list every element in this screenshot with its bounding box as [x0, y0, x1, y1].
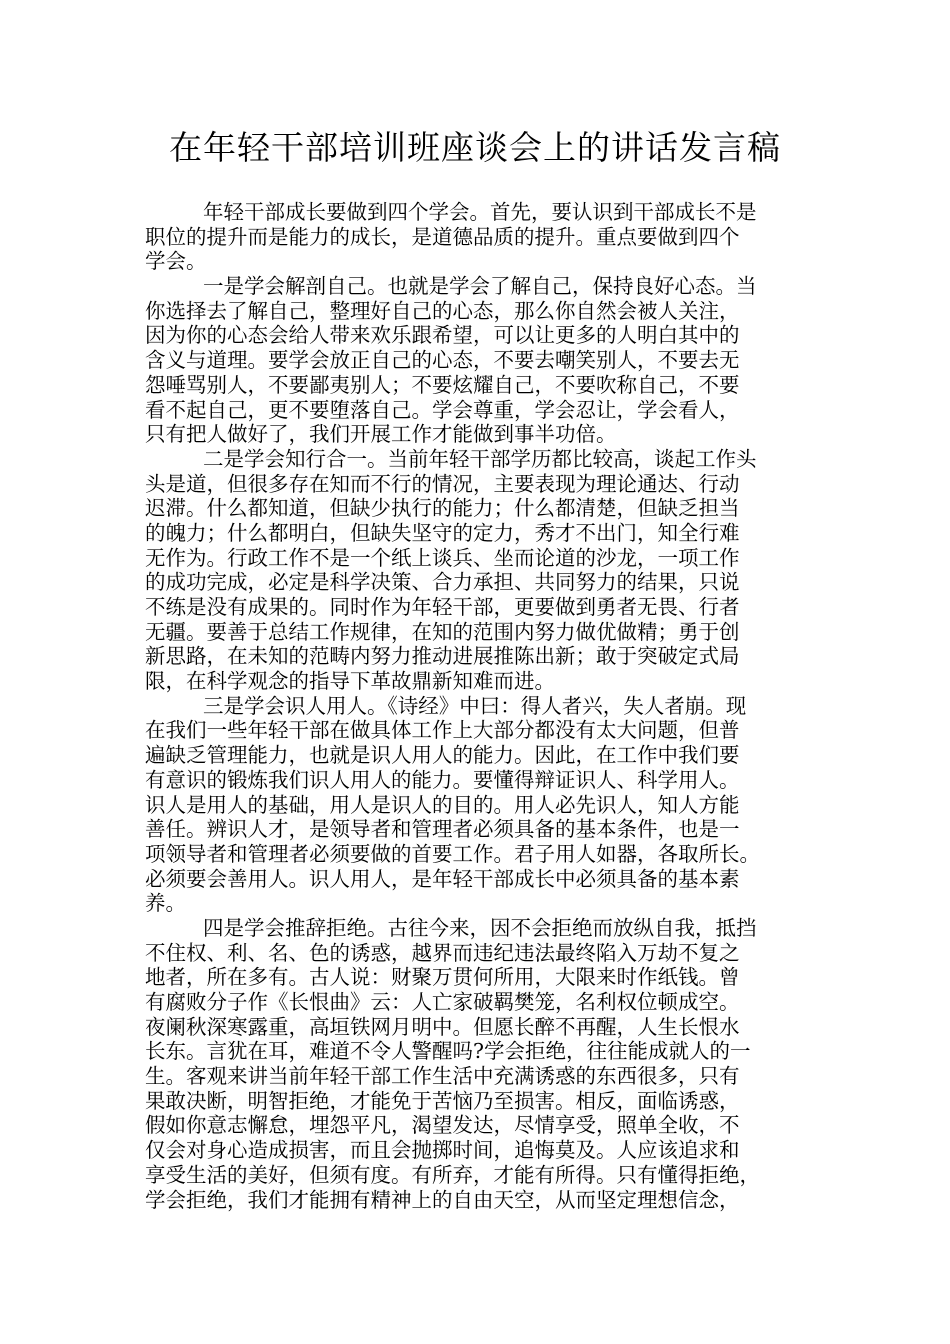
paragraph-line: 不住权、利、名、色的诱惑，越界而违纪违法最终陷入万劫不复之 — [145, 940, 740, 965]
paragraph-line: 养。 — [145, 891, 186, 916]
paragraph-line: 四是学会推辞拒绝。古往今来，因不会拒绝而放纵自我，抵挡 — [203, 915, 757, 940]
paragraph-line: 一是学会解剖自己。也就是学会了解自己，保持良好心态。当 — [203, 274, 757, 299]
paragraph-line: 限，在科学观念的指导下革故鼎新知难而进。 — [145, 669, 555, 694]
paragraph-line: 你选择去了解自己，整理好自己的心态，那么你自然会被人关注， — [145, 298, 740, 323]
paragraph-line: 仅会对身心造成损害，而且会抛掷时间，追悔莫及。人应该追求和 — [145, 1138, 740, 1163]
paragraph-line: 有意识的锻炼我们识人用人的能力。要懂得辩证识人、科学用人。 — [145, 767, 740, 792]
paragraph-line: 三是学会识人用人。《诗经》中曰：得人者兴，失人者崩。现 — [203, 693, 747, 718]
document-title: 在年轻干部培训班座谈会上的讲话发言稿 — [169, 128, 781, 167]
paragraph-line: 在我们一些年轻干部在做具体工作上大部分都没有太大问题，但普 — [145, 718, 740, 743]
paragraph-line: 新思路，在未知的范畴内努力推动进展推陈出新；敢于突破定式局 — [145, 644, 740, 669]
paragraph-line: 含义与道理。要学会放正自己的心态，不要去嘲笑别人，不要去无 — [145, 348, 740, 373]
paragraph-line: 识人是用人的基础，用人是识人的目的。用人必先识人，知人方能 — [145, 792, 740, 817]
paragraph — [145, 694, 815, 916]
paragraph-line: 迟滞。什么都知道，但缺少执行的能力；什么都清楚，但缺乏担当 — [145, 496, 740, 521]
paragraph-line: 二是学会知行合一。当前年轻干部学历都比较高，谈起工作头 — [203, 446, 757, 471]
paragraph-line: 假如你意志懈怠，埋怨平凡，渴望发达，尽情享受，照单全收，不 — [145, 1113, 740, 1138]
paragraph-line: 年轻干部成长要做到四个学会。首先，要认识到干部成长不是 — [203, 200, 757, 224]
paragraph-line: 头是道，但很多存在知而不行的情况，主要表现为理论通达、行动 — [145, 471, 740, 496]
paragraph-line: 学会。 — [145, 249, 207, 274]
paragraph — [145, 916, 815, 1212]
paragraph-line: 果敢决断，明智拒绝，才能免于苦恼乃至损害。相反，面临诱惑， — [145, 1088, 740, 1113]
paragraph-line: 的魄力；什么都明白，但缺失坚守的定力，秀才不出门，知全行难 — [145, 520, 740, 545]
paragraph-line: 长东。言犹在耳，难道不令人警醒吗?学会拒绝，往往能成就人的一 — [145, 1039, 751, 1064]
paragraph-line: 项领导者和管理者必须要做的首要工作。君子用人如器，各取所长。 — [145, 841, 760, 866]
paragraph-line: 怨唾骂别人，不要鄙夷别人；不要炫耀自己，不要吹称自己，不要 — [145, 372, 740, 397]
paragraph — [145, 447, 815, 694]
paragraph-line: 必须要会善用人。识人用人，是年轻干部成长中必须具备的基本素 — [145, 866, 740, 891]
document-body — [145, 200, 815, 1212]
paragraph-line: 善任。辨识人才，是领导者和管理者必须具备的基本条件，也是一 — [145, 817, 740, 842]
paragraph-line: 的成功完成，必定是科学决策、合力承担、共同努力的结果，只说 — [145, 570, 740, 595]
paragraph-line: 学会拒绝，我们才能拥有精神上的自由天空，从而坚定理想信念， — [145, 1187, 740, 1212]
paragraph-line: 夜阑秋深寒露重，高垣铁网月明中。但愿长醉不再醒，人生长恨水 — [145, 1014, 740, 1039]
paragraph-line: 因为你的心态会给人带来欢乐跟希望，可以让更多的人明白其中的 — [145, 323, 740, 348]
paragraph-line: 只有把人做好了，我们开展工作才能做到事半功倍。 — [145, 422, 617, 447]
paragraph-line: 生。客观来讲当前年轻干部工作生活中充满诱惑的东西很多，只有 — [145, 1064, 740, 1089]
paragraph-line: 无作为。行政工作不是一个纸上谈兵、坐而论道的沙龙，一项工作 — [145, 545, 740, 570]
paragraph-line: 看不起自己，更不要堕落自己。学会尊重，学会忍让，学会看人， — [145, 397, 740, 422]
paragraph-line: 有腐败分子作《长恨曲》云：人亡家破羁樊笼，名利权位顿成空。 — [145, 990, 740, 1014]
paragraph — [145, 200, 815, 274]
paragraph-line: 地者，所在多有。古人说：财聚万贯何所用，大限来时作纸钱。曾 — [145, 965, 740, 990]
paragraph — [145, 274, 815, 447]
paragraph-line: 职位的提升而是能力的成长，是道德品质的提升。重点要做到四个 — [145, 224, 740, 249]
paragraph-line: 无疆。要善于总结工作规律，在知的范围内努力做优做精；勇于创 — [145, 619, 740, 644]
paragraph-line: 遍缺乏管理能力，也就是识人用人的能力。因此，在工作中我们要 — [145, 743, 740, 768]
paragraph-line: 不练是没有成果的。同时作为年轻干部，更要做到勇者无畏、行者 — [145, 595, 740, 619]
paragraph-line: 享受生活的美好，但须有度。有所弃，才能有所得。只有懂得拒绝， — [145, 1162, 760, 1187]
